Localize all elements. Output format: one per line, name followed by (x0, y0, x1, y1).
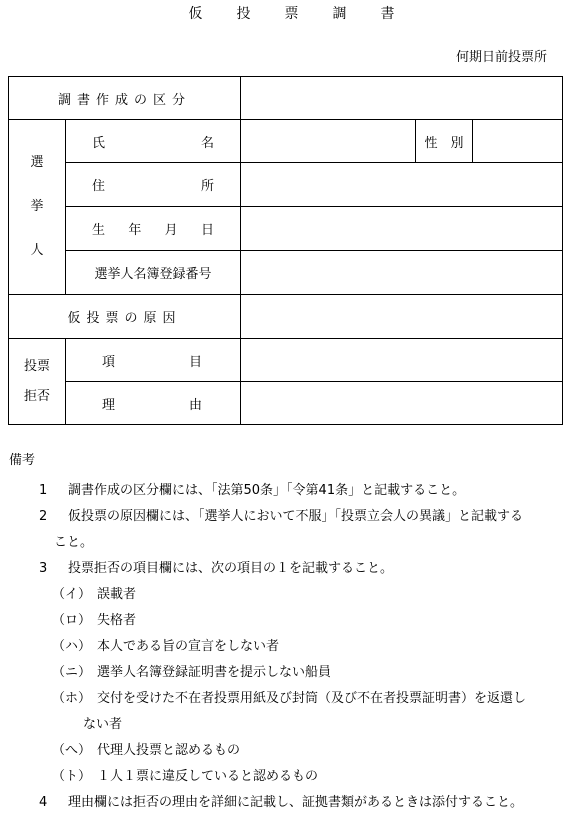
note-item: 2 仮投票の原因欄には、「選挙人において不服」「投票立会人の異議」と記載する こと。 (39, 509, 524, 550)
note-item: 4 理由欄には拒否の理由を詳細に記載し、証拠書類があるときは添付すること。 (39, 795, 524, 810)
reason-value-cell[interactable] (241, 382, 563, 425)
provisional-cause-value-cell[interactable] (241, 295, 563, 339)
name-label: 氏 名 (66, 120, 241, 163)
ballot-form-table (8, 76, 563, 425)
item-label: 項 目 (66, 339, 241, 382)
sub-item: （ト） １人１票に違反していると認めるもの (52, 769, 319, 784)
title-char: 調 (332, 6, 347, 22)
remarks-heading: 備考 (9, 453, 36, 468)
category-value-cell[interactable] (241, 77, 563, 120)
birthdate-value-cell[interactable] (241, 207, 563, 251)
note-item: 3 投票拒否の項目欄には、次の項目の１を記載すること。 (39, 561, 394, 576)
title-char: 書 (380, 6, 395, 22)
name-value-cell[interactable] (241, 120, 416, 163)
rejection-group-label: 投票 拒否 (9, 339, 66, 425)
sub-item: （ロ） 失格者 (52, 613, 137, 628)
note-item: 1 調書作成の区分欄には、「法第50条」「令第41条」と記載すること。 (39, 483, 466, 498)
sub-item: （ホ） 交付を受けた不在者投票用紙及び封筒（及び不在者投票証明書）を返還し ない者 (52, 691, 527, 732)
title-char: 投 (236, 6, 251, 22)
item-value-cell[interactable] (241, 339, 563, 382)
birthdate-label: 生 年 月 日 (66, 207, 241, 251)
registry-number-label: 選挙人名簿登録番号 (66, 251, 241, 295)
title-char: 票 (284, 6, 299, 22)
polling-station-label: 何期日前投票所 (455, 50, 547, 65)
voter-group-label: 選 挙 人 (9, 120, 66, 295)
registry-number-value-cell[interactable] (241, 251, 563, 295)
address-label: 住 所 (66, 163, 241, 207)
document-title (0, 3, 583, 23)
address-value-cell[interactable] (241, 163, 563, 207)
sex-value-cell[interactable] (473, 120, 563, 163)
sub-item: （ハ） 本人である旨の宣言をしない者 (52, 639, 280, 654)
sub-item: （へ） 代理人投票と認めるもの (52, 743, 241, 758)
category-label: 調書作成の区分 (9, 77, 241, 120)
sub-item: （ニ） 選挙人名簿登録証明書を提示しない船員 (52, 665, 332, 680)
reason-label: 理 由 (66, 382, 241, 425)
sex-label: 性 別 (416, 120, 473, 163)
title-char: 仮 (188, 6, 203, 22)
provisional-cause-label: 仮投票の原因 (9, 295, 241, 339)
sub-item: （イ） 誤載者 (52, 587, 137, 602)
remarks-section (9, 449, 583, 816)
